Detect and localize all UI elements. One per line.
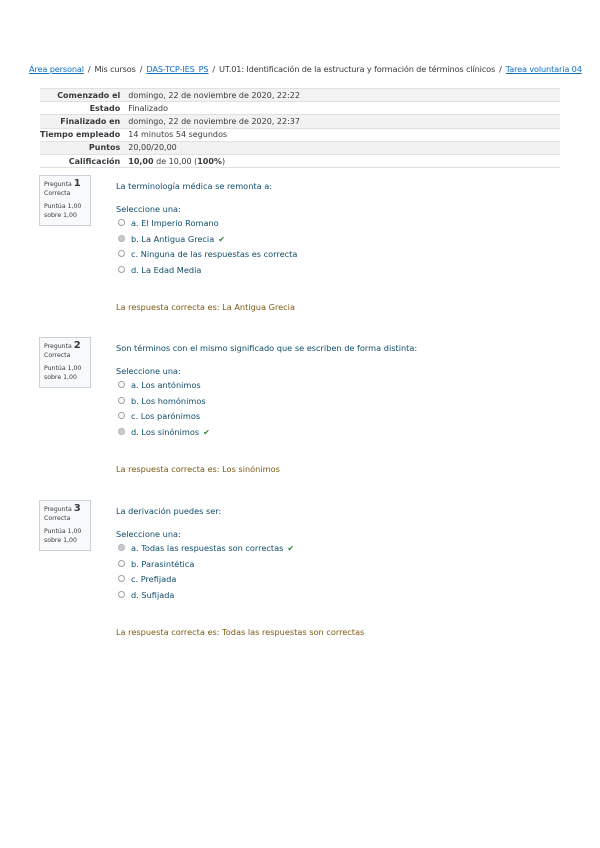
radio-icon[interactable] bbox=[118, 591, 125, 598]
breadcrumb-quiz[interactable]: Tarea voluntaria 04 bbox=[505, 64, 582, 74]
summary-row-started bbox=[40, 89, 560, 102]
grade-percent: 100% bbox=[197, 156, 222, 166]
answer-option[interactable] bbox=[116, 380, 201, 390]
answer-option[interactable] bbox=[116, 234, 225, 244]
correct-answer-feedback: La respuesta correcta es: Los sinónimos bbox=[116, 464, 280, 474]
breadcrumb-course[interactable]: DAS-TCP-IES_PS bbox=[146, 64, 209, 74]
question-state: Correcta bbox=[44, 352, 71, 359]
answer-option[interactable] bbox=[116, 218, 219, 228]
question-score: Puntúa 1,00 bbox=[44, 365, 82, 372]
summary-row-finished bbox=[40, 115, 560, 128]
breadcrumb-separator: / bbox=[499, 64, 502, 74]
question-state: Correcta bbox=[44, 515, 71, 522]
question-info-box bbox=[39, 337, 91, 388]
summary-row-time bbox=[40, 128, 560, 141]
breadcrumb-separator: / bbox=[139, 64, 143, 74]
summary-value: 14 minutos 54 segundos bbox=[125, 128, 560, 141]
breadcrumb-unit: UT.01: Identificación de la estructura y formación de términos clínicos bbox=[219, 64, 496, 74]
question-label: Pregunta bbox=[44, 506, 72, 513]
answer-label: d. Los sinónimos bbox=[131, 427, 200, 437]
answer-option[interactable] bbox=[116, 559, 194, 569]
question-text: La derivación puedes ser: bbox=[116, 506, 222, 516]
radio-icon[interactable] bbox=[118, 266, 125, 273]
question-text: La terminología médica se remonta a: bbox=[116, 181, 272, 191]
answer-label: a. El Imperio Romano bbox=[131, 218, 219, 228]
question-label: Pregunta bbox=[44, 181, 72, 188]
summary-label: Estado bbox=[40, 102, 125, 115]
answer-label: d. Sufijada bbox=[131, 590, 175, 600]
answer-label: c. Prefijada bbox=[131, 574, 177, 584]
summary-value: Finalizado bbox=[125, 102, 560, 115]
radio-icon[interactable] bbox=[118, 219, 125, 226]
summary-label: Puntos bbox=[40, 141, 125, 154]
question-text: Son términos con el mismo significado que se escriben de forma distinta: bbox=[116, 343, 418, 353]
quiz-summary-table bbox=[40, 88, 560, 168]
answer-option[interactable] bbox=[116, 411, 200, 421]
summary-row-state bbox=[40, 102, 560, 115]
radio-icon[interactable] bbox=[118, 575, 125, 582]
radio-icon[interactable] bbox=[118, 250, 125, 257]
radio-icon[interactable] bbox=[118, 544, 125, 551]
question-score: Puntúa 1,00 bbox=[44, 203, 82, 210]
answer-option[interactable] bbox=[116, 396, 206, 406]
answer-prompt: Seleccione una: bbox=[116, 529, 181, 539]
answer-option[interactable] bbox=[116, 590, 174, 600]
breadcrumb bbox=[29, 64, 589, 74]
question-score: Puntúa 1,00 bbox=[44, 528, 82, 535]
summary-label: Calificación bbox=[40, 154, 125, 167]
grade-score: 10,00 bbox=[128, 156, 154, 166]
answer-label: d. La Edad Media bbox=[131, 265, 202, 275]
question-info-box bbox=[39, 175, 91, 226]
summary-value: domingo, 22 de noviembre de 2020, 22:37 bbox=[125, 115, 560, 128]
correct-answer-feedback: La respuesta correcta es: Todas las respuestas son correctas bbox=[116, 627, 365, 637]
correct-answer-feedback: La respuesta correcta es: La Antigua Grecia bbox=[116, 302, 295, 312]
answer-label: a. Todas las respuestas son correctas bbox=[131, 543, 284, 553]
answer-prompt: Seleccione una: bbox=[116, 204, 181, 214]
question-max: sobre 1,00 bbox=[44, 212, 77, 219]
breadcrumb-separator: / bbox=[212, 64, 216, 74]
summary-value: 10,00 de 10,00 (100%) bbox=[125, 154, 560, 167]
grade-of: de 10,00 bbox=[156, 156, 192, 166]
question-info-box bbox=[39, 500, 91, 551]
check-icon: ✔ bbox=[287, 544, 295, 553]
radio-icon[interactable] bbox=[118, 428, 125, 435]
question-state: Correcta bbox=[44, 190, 71, 197]
radio-icon[interactable] bbox=[118, 412, 125, 419]
question-max: sobre 1,00 bbox=[44, 537, 77, 544]
breadcrumb-area-personal[interactable]: Área personal bbox=[29, 64, 84, 74]
question-number: 2 bbox=[73, 340, 81, 351]
summary-row-points bbox=[40, 141, 560, 154]
answer-label: b. Los homónimos bbox=[131, 396, 206, 406]
summary-row-grade bbox=[40, 154, 560, 167]
radio-icon[interactable] bbox=[118, 397, 125, 404]
summary-value: domingo, 22 de noviembre de 2020, 22:22 bbox=[125, 89, 560, 102]
check-icon: ✔ bbox=[218, 235, 225, 244]
question-label: Pregunta bbox=[44, 343, 72, 350]
answer-label: c. Los parónimos bbox=[131, 411, 201, 421]
answer-option[interactable] bbox=[116, 249, 297, 259]
answer-label: a. Los antónimos bbox=[131, 380, 201, 390]
answer-label: b. Parasintética bbox=[131, 559, 195, 569]
check-icon: ✔ bbox=[203, 428, 210, 437]
question-number: 3 bbox=[73, 503, 81, 514]
answer-label: c. Ninguna de las respuestas es correcta bbox=[131, 249, 298, 259]
answer-option[interactable] bbox=[116, 574, 176, 584]
summary-label: Finalizado en bbox=[40, 115, 125, 128]
answer-option[interactable] bbox=[116, 265, 201, 275]
summary-value: 20,00/20,00 bbox=[125, 141, 560, 154]
answer-option[interactable] bbox=[116, 543, 294, 553]
answer-prompt: Seleccione una: bbox=[116, 366, 181, 376]
breadcrumb-separator: / bbox=[87, 64, 91, 74]
radio-icon[interactable] bbox=[118, 560, 125, 567]
summary-label: Comenzado el bbox=[40, 89, 125, 102]
summary-label: Tiempo empleado bbox=[40, 128, 125, 141]
question-max: sobre 1,00 bbox=[44, 374, 77, 381]
answer-label: b. La Antigua Grecia bbox=[131, 234, 215, 244]
answer-option[interactable] bbox=[116, 427, 210, 437]
question-number: 1 bbox=[73, 178, 81, 189]
radio-icon[interactable] bbox=[118, 381, 125, 388]
breadcrumb-mis-cursos: Mis cursos bbox=[94, 64, 136, 74]
radio-icon[interactable] bbox=[118, 235, 125, 242]
